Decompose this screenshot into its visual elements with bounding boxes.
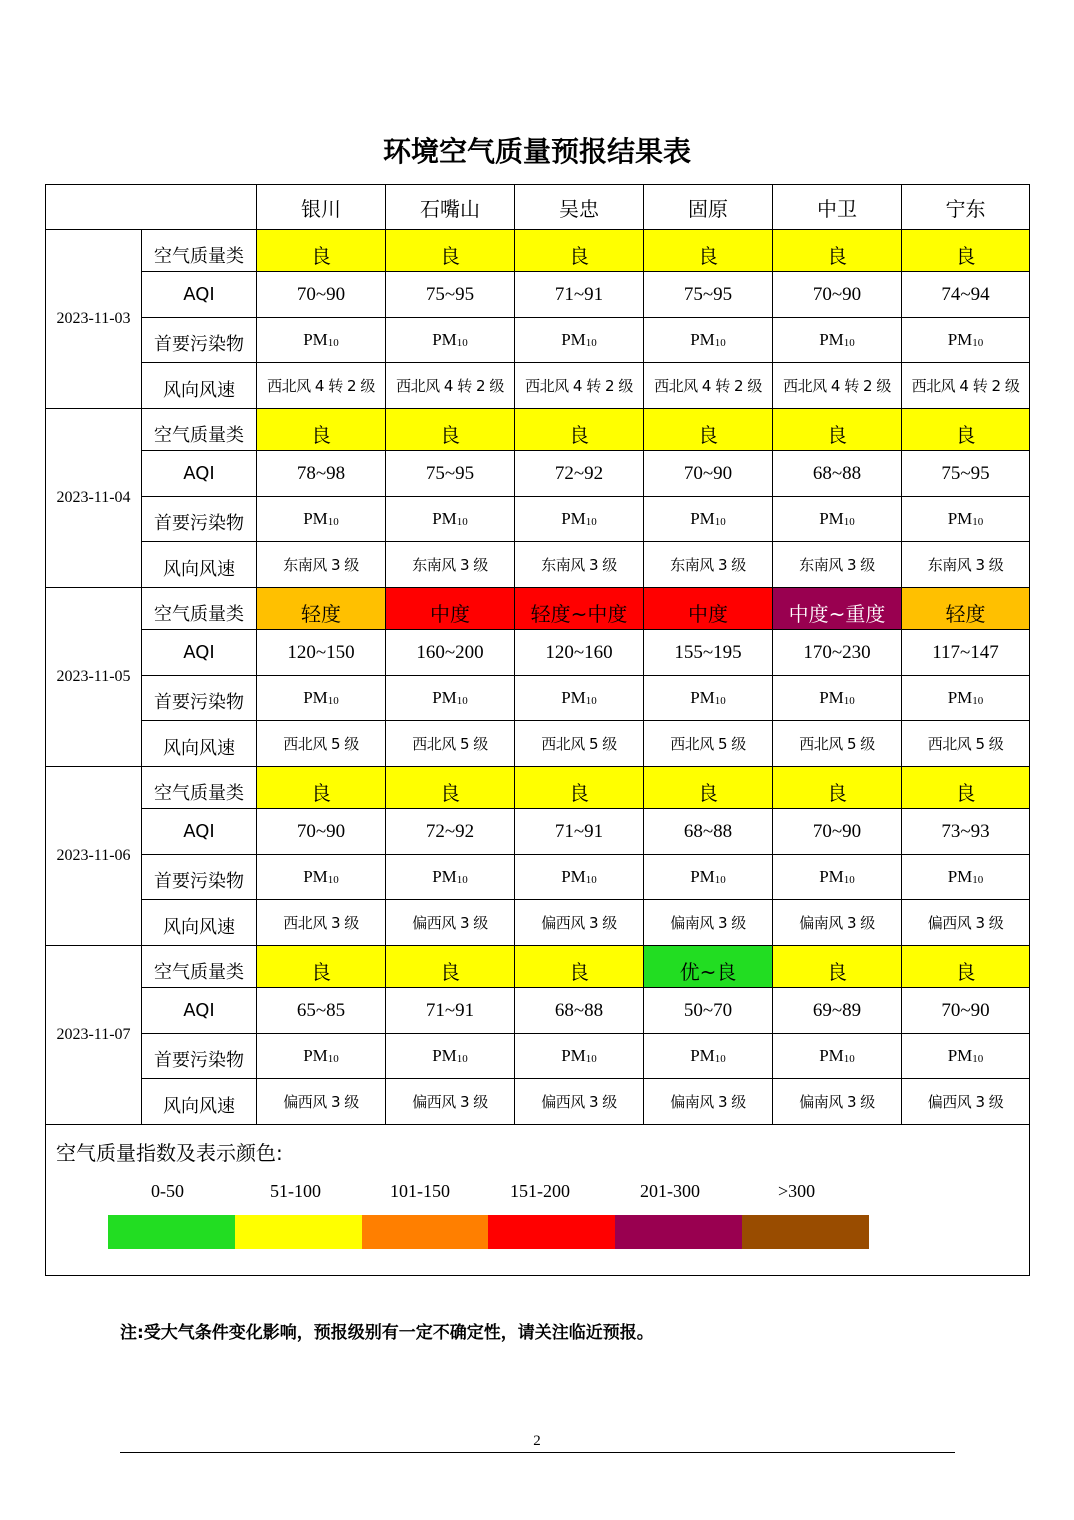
table-row-wind: [46, 721, 1030, 767]
pollutant-cell: [773, 676, 902, 721]
pollutant-cell: [773, 1034, 902, 1079]
pollutant-subscript: 10: [972, 337, 984, 349]
pollutant-main: PM: [303, 509, 328, 528]
aqi-cell: 120~160: [515, 630, 644, 676]
legend-cell: [46, 1125, 1030, 1276]
table-row-pollutant: [46, 497, 1030, 542]
row-label-wind: 风向风速: [142, 900, 257, 946]
pollutant-cell: [515, 676, 644, 721]
pollutant-main: PM: [947, 867, 973, 886]
pollutant-main: PM: [819, 688, 844, 707]
date-cell: 2023-11-06: [46, 767, 142, 946]
city-header: 中卫: [773, 185, 902, 230]
wind-cell: 西北风 4 转 2 级: [644, 363, 773, 409]
row-label-quality: 空气质量类: [142, 767, 257, 809]
quality-cell: 良: [515, 409, 644, 451]
aqi-cell: 75~95: [902, 451, 1030, 497]
quality-cell: 良: [386, 767, 515, 809]
wind-cell: 东南风 3 级: [386, 542, 515, 588]
quality-cell: 良: [644, 409, 773, 451]
row-label-wind: 风向风速: [142, 721, 257, 767]
aqi-cell: 68~88: [773, 451, 902, 497]
row-label-pollutant: 首要污染物: [142, 318, 257, 363]
pollutant-main: PM: [561, 509, 586, 528]
pollutant-main: PM: [947, 1046, 973, 1065]
pollutant-subscript: 10: [714, 337, 726, 349]
page-number: 2: [533, 1433, 541, 1449]
pollutant-cell: [902, 318, 1030, 363]
quality-cell: 良: [386, 230, 515, 272]
wind-cell: 西北风 4 转 2 级: [902, 363, 1030, 409]
wind-cell: 东南风 3 级: [902, 542, 1030, 588]
wind-cell: 偏南风 3 级: [644, 900, 773, 946]
pollutant-cell: [644, 855, 773, 900]
pollutant-cell: [515, 855, 644, 900]
pollutant-subscript: 10: [714, 516, 726, 528]
row-label-wind: 风向风速: [142, 1079, 257, 1125]
quality-cell: 轻度~中度: [515, 588, 644, 630]
quality-cell: 良: [902, 409, 1030, 451]
row-label-pollutant: 首要污染物: [142, 497, 257, 542]
aqi-cell: 71~91: [515, 809, 644, 855]
pollutant-cell: [515, 1034, 644, 1079]
pollutant-main: PM: [432, 1046, 457, 1065]
pollutant-cell: [257, 676, 386, 721]
wind-cell: 偏西风 3 级: [386, 1079, 515, 1125]
pollutant-main: PM: [819, 509, 844, 528]
aqi-cell: 70~90: [773, 809, 902, 855]
quality-cell: 良: [257, 767, 386, 809]
pollutant-subscript: 10: [456, 337, 468, 349]
table-row-pollutant: [46, 318, 1030, 363]
wind-cell: 西北风 5 级: [257, 721, 386, 767]
table-row-pollutant: [46, 1034, 1030, 1079]
pollutant-subscript: 10: [843, 516, 855, 528]
pollutant-main: PM: [690, 330, 715, 349]
aqi-cell: 70~90: [644, 451, 773, 497]
pollutant-cell: [902, 855, 1030, 900]
legend-range-label: 101-150: [390, 1181, 450, 1201]
table-row-quality: [46, 588, 1030, 630]
pollutant-cell: [257, 318, 386, 363]
quality-cell: 良: [515, 767, 644, 809]
pollutant-main: PM: [819, 867, 844, 886]
pollutant-main: PM: [947, 688, 973, 707]
city-header: 固原: [644, 185, 773, 230]
pollutant-main: PM: [690, 1046, 715, 1065]
pollutant-subscript: 10: [714, 1053, 726, 1065]
legend-color-swatch: [235, 1215, 362, 1249]
pollutant-main: PM: [432, 688, 457, 707]
pollutant-main: PM: [561, 867, 586, 886]
quality-cell: 良: [386, 409, 515, 451]
pollutant-main: PM: [561, 1046, 586, 1065]
pollutant-subscript: 10: [456, 695, 468, 707]
quality-cell: 中度: [386, 588, 515, 630]
pollutant-main: PM: [303, 867, 328, 886]
pollutant-cell: [515, 497, 644, 542]
pollutant-main: PM: [690, 509, 715, 528]
aqi-cell: 75~95: [386, 272, 515, 318]
quality-cell: 中度~重度: [773, 588, 902, 630]
wind-cell: 西北风 5 级: [773, 721, 902, 767]
quality-cell: 良: [386, 946, 515, 988]
aqi-cell: 50~70: [644, 988, 773, 1034]
aqi-cell: 75~95: [386, 451, 515, 497]
pollutant-subscript: 10: [327, 516, 339, 528]
row-label-pollutant: 首要污染物: [142, 1034, 257, 1079]
quality-cell: 良: [257, 946, 386, 988]
footer-rule: [120, 1452, 955, 1453]
quality-cell: 良: [257, 409, 386, 451]
pollutant-subscript: 10: [456, 1053, 468, 1065]
city-header: 宁东: [902, 185, 1030, 230]
quality-cell: 良: [773, 409, 902, 451]
pollutant-subscript: 10: [456, 516, 468, 528]
quality-cell: 良: [257, 230, 386, 272]
pollutant-subscript: 10: [972, 874, 984, 886]
pollutant-cell: [386, 497, 515, 542]
pollutant-main: PM: [947, 509, 973, 528]
quality-cell: 良: [515, 230, 644, 272]
pollutant-subscript: 10: [843, 337, 855, 349]
aqi-cell: 78~98: [257, 451, 386, 497]
row-label-wind: 风向风速: [142, 363, 257, 409]
pollutant-main: PM: [561, 688, 586, 707]
header-corner: [46, 185, 257, 230]
pollutant-cell: [902, 1034, 1030, 1079]
wind-cell: 西北风 4 转 2 级: [257, 363, 386, 409]
pollutant-subscript: 10: [714, 874, 726, 886]
pollutant-main: PM: [819, 330, 844, 349]
pollutant-subscript: 10: [327, 874, 339, 886]
pollutant-subscript: 10: [585, 874, 597, 886]
pollutant-main: PM: [947, 330, 973, 349]
legend-range-label: 51-100: [270, 1181, 321, 1201]
pollutant-main: PM: [690, 867, 715, 886]
pollutant-main: PM: [561, 330, 586, 349]
aqi-cell: 75~95: [644, 272, 773, 318]
pollutant-subscript: 10: [714, 695, 726, 707]
pollutant-subscript: 10: [843, 874, 855, 886]
pollutant-cell: [773, 855, 902, 900]
pollutant-cell: [644, 676, 773, 721]
legend-range-label: 201-300: [640, 1181, 700, 1201]
table-row-wind: [46, 542, 1030, 588]
quality-cell: 良: [773, 946, 902, 988]
pollutant-cell: [644, 318, 773, 363]
table-row-pollutant: [46, 855, 1030, 900]
legend-range-label: 0-50: [151, 1181, 184, 1201]
row-label-quality: 空气质量类: [142, 946, 257, 988]
quality-cell: 优~良: [644, 946, 773, 988]
date-cell: 2023-11-03: [46, 230, 142, 409]
aqi-cell: 74~94: [902, 272, 1030, 318]
wind-cell: 偏西风 3 级: [515, 1079, 644, 1125]
aqi-cell: 70~90: [257, 809, 386, 855]
table-row-wind: [46, 363, 1030, 409]
wind-cell: 偏西风 3 级: [257, 1079, 386, 1125]
aqi-cell: 70~90: [773, 272, 902, 318]
quality-cell: 良: [902, 946, 1030, 988]
table-row-aqi: [46, 809, 1030, 855]
pollutant-cell: [644, 497, 773, 542]
pollutant-cell: [257, 497, 386, 542]
row-label-quality: 空气质量类: [142, 588, 257, 630]
quality-cell: 中度: [644, 588, 773, 630]
quality-cell: 轻度: [902, 588, 1030, 630]
pollutant-cell: [386, 676, 515, 721]
pollutant-subscript: 10: [972, 1053, 984, 1065]
wind-cell: 西北风 4 转 2 级: [773, 363, 902, 409]
aqi-cell: 70~90: [902, 988, 1030, 1034]
table-row-aqi: [46, 272, 1030, 318]
row-label-aqi: AQI: [142, 272, 257, 318]
city-header: 石嘴山: [386, 185, 515, 230]
pollutant-cell: [386, 855, 515, 900]
row-label-aqi: AQI: [142, 630, 257, 676]
pollutant-cell: [773, 497, 902, 542]
pollutant-subscript: 10: [843, 695, 855, 707]
pollutant-main: PM: [819, 1046, 844, 1065]
wind-cell: 西北风 4 转 2 级: [515, 363, 644, 409]
table-row-pollutant: [46, 676, 1030, 721]
aqi-cell: 68~88: [644, 809, 773, 855]
pollutant-main: PM: [303, 1046, 328, 1065]
pollutant-cell: [515, 318, 644, 363]
row-label-pollutant: 首要污染物: [142, 676, 257, 721]
pollutant-subscript: 10: [585, 337, 597, 349]
table-row-wind: [46, 1079, 1030, 1125]
row-label-aqi: AQI: [142, 451, 257, 497]
forecast-table: [45, 184, 1030, 1276]
pollutant-cell: [773, 318, 902, 363]
wind-cell: 西北风 3 级: [257, 900, 386, 946]
legend-row: [46, 1125, 1030, 1276]
pollutant-subscript: 10: [972, 695, 984, 707]
wind-cell: 偏西风 3 级: [902, 1079, 1030, 1125]
aqi-cell: 68~88: [515, 988, 644, 1034]
pollutant-main: PM: [690, 688, 715, 707]
pollutant-subscript: 10: [843, 1053, 855, 1065]
aqi-cell: 170~230: [773, 630, 902, 676]
legend-color-swatch: [742, 1215, 869, 1249]
aqi-cell: 160~200: [386, 630, 515, 676]
pollutant-main: PM: [303, 688, 328, 707]
wind-cell: 东南风 3 级: [644, 542, 773, 588]
wind-cell: 偏西风 3 级: [386, 900, 515, 946]
pollutant-subscript: 10: [972, 516, 984, 528]
pollutant-main: PM: [432, 509, 457, 528]
table-row-aqi: [46, 630, 1030, 676]
legend-title: 空气质量指数及表示颜色:: [56, 1141, 283, 1165]
wind-cell: 西北风 5 级: [515, 721, 644, 767]
city-header: 银川: [257, 185, 386, 230]
quality-cell: 良: [644, 230, 773, 272]
legend-color-swatch: [615, 1215, 742, 1249]
aqi-cell: 71~91: [515, 272, 644, 318]
pollutant-cell: [257, 855, 386, 900]
wind-cell: 西北风 5 级: [386, 721, 515, 767]
row-label-quality: 空气质量类: [142, 230, 257, 272]
aqi-cell: 69~89: [773, 988, 902, 1034]
pollutant-subscript: 10: [327, 337, 339, 349]
quality-cell: 良: [773, 767, 902, 809]
pollutant-main: PM: [432, 867, 457, 886]
table-row-quality: [46, 230, 1030, 272]
wind-cell: 西北风 5 级: [644, 721, 773, 767]
aqi-cell: 71~91: [386, 988, 515, 1034]
wind-cell: 偏西风 3 级: [515, 900, 644, 946]
aqi-cell: 65~85: [257, 988, 386, 1034]
aqi-cell: 70~90: [257, 272, 386, 318]
wind-cell: 偏南风 3 级: [644, 1079, 773, 1125]
footnote: 注:受大气条件变化影响，预报级别有一定不确定性，请关注临近预报。: [120, 1323, 654, 1343]
pollutant-subscript: 10: [585, 516, 597, 528]
pollutant-cell: [386, 318, 515, 363]
wind-cell: 西北风 5 级: [902, 721, 1030, 767]
wind-cell: 西北风 4 转 2 级: [386, 363, 515, 409]
wind-cell: 偏南风 3 级: [773, 1079, 902, 1125]
page-title: 环境空气质量预报结果表: [382, 135, 691, 168]
pollutant-cell: [902, 497, 1030, 542]
pollutant-subscript: 10: [327, 695, 339, 707]
row-label-aqi: AQI: [142, 988, 257, 1034]
quality-cell: 良: [902, 767, 1030, 809]
table-row-quality: [46, 767, 1030, 809]
table-row-quality: [46, 409, 1030, 451]
legend-range-label: >300: [778, 1181, 816, 1201]
legend-color-swatch: [362, 1215, 489, 1249]
pollutant-cell: [902, 676, 1030, 721]
aqi-cell: 117~147: [902, 630, 1030, 676]
row-label-aqi: AQI: [142, 809, 257, 855]
aqi-cell: 72~92: [386, 809, 515, 855]
table-row-quality: [46, 946, 1030, 988]
pollutant-cell: [386, 1034, 515, 1079]
wind-cell: 东南风 3 级: [257, 542, 386, 588]
city-header: 吴忠: [515, 185, 644, 230]
wind-cell: 偏南风 3 级: [773, 900, 902, 946]
wind-cell: 东南风 3 级: [773, 542, 902, 588]
quality-cell: 良: [773, 230, 902, 272]
pollutant-main: PM: [432, 330, 457, 349]
quality-cell: 良: [644, 767, 773, 809]
table-row-aqi: [46, 988, 1030, 1034]
quality-cell: 轻度: [257, 588, 386, 630]
legend-color-swatch: [488, 1215, 615, 1249]
aqi-cell: 155~195: [644, 630, 773, 676]
quality-cell: 良: [515, 946, 644, 988]
wind-cell: 偏西风 3 级: [902, 900, 1030, 946]
legend-color-swatch: [108, 1215, 235, 1249]
date-cell: 2023-11-07: [46, 946, 142, 1125]
quality-cell: 良: [902, 230, 1030, 272]
pollutant-subscript: 10: [456, 874, 468, 886]
aqi-cell: 73~93: [902, 809, 1030, 855]
table-row-aqi: [46, 451, 1030, 497]
aqi-cell: 120~150: [257, 630, 386, 676]
row-label-wind: 风向风速: [142, 542, 257, 588]
table-row-wind: [46, 900, 1030, 946]
pollutant-main: PM: [303, 330, 328, 349]
pollutant-subscript: 10: [585, 695, 597, 707]
aqi-cell: 72~92: [515, 451, 644, 497]
wind-cell: 东南风 3 级: [515, 542, 644, 588]
row-label-pollutant: 首要污染物: [142, 855, 257, 900]
pollutant-cell: [644, 1034, 773, 1079]
pollutant-cell: [257, 1034, 386, 1079]
pollutant-subscript: 10: [327, 1053, 339, 1065]
header-row: [46, 185, 1030, 230]
date-cell: 2023-11-04: [46, 409, 142, 588]
row-label-quality: 空气质量类: [142, 409, 257, 451]
pollutant-subscript: 10: [585, 1053, 597, 1065]
legend-range-label: 151-200: [510, 1181, 570, 1201]
date-cell: 2023-11-05: [46, 588, 142, 767]
